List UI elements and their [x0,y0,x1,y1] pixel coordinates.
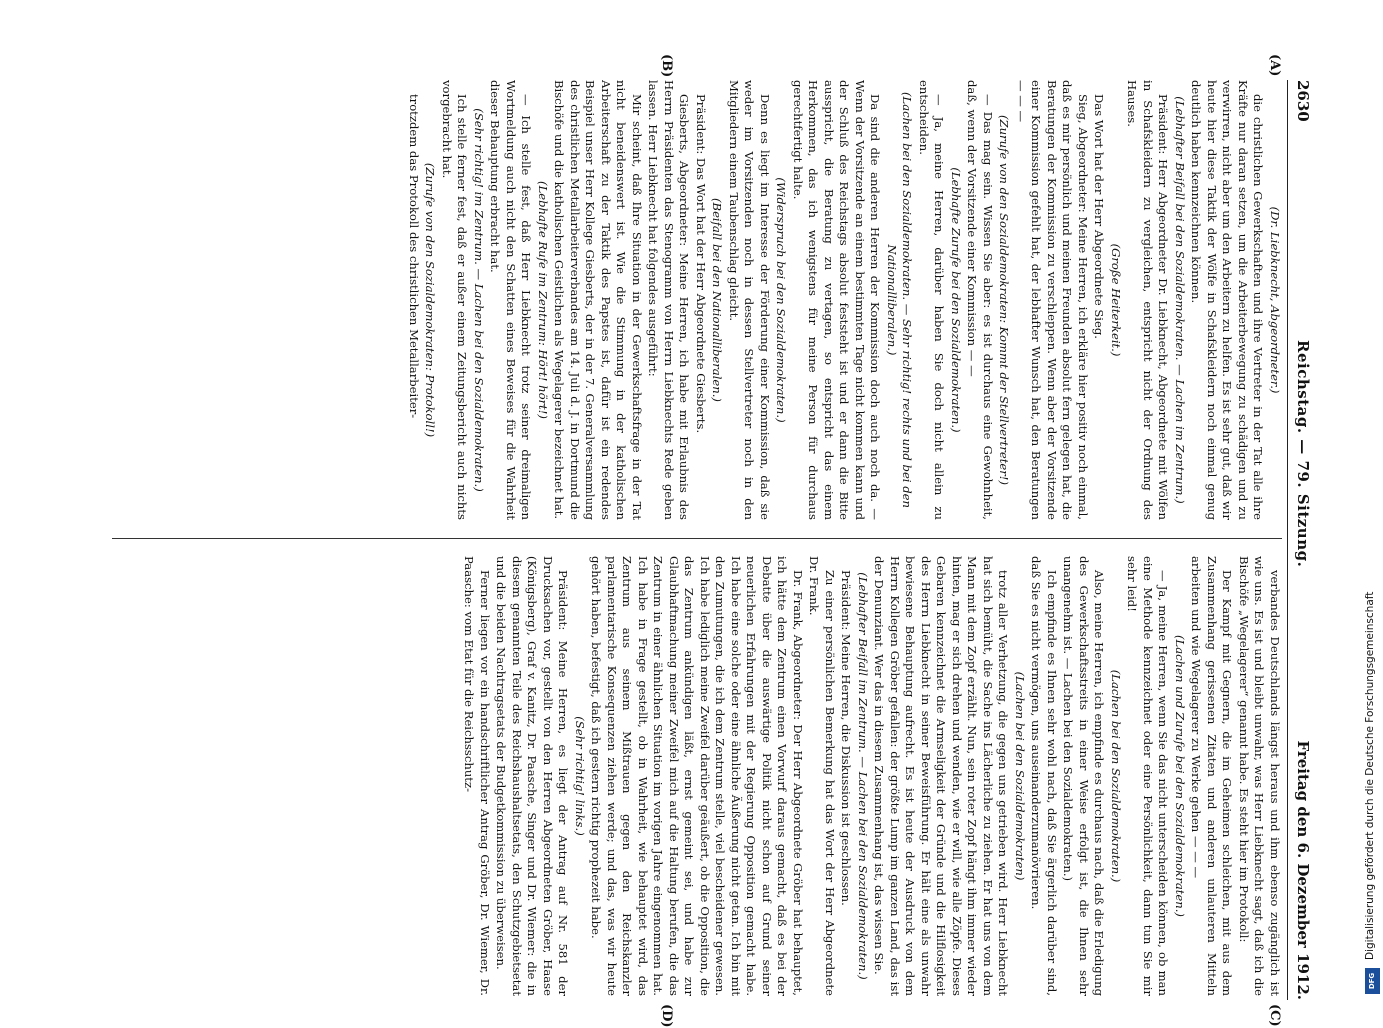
paragraph: Der Kampf mit Gegnern, die im Geheimen schleichen, mit aus dem Zusammenhang gerissenen Zitaten und anderen unlauteren Mitteln arbeiten und wie Wegelagerer zu Werke gehen — — — [1189,556,1235,996]
paragraph: (Lachen bei den Sozialdemokraten.) [1109,669,1123,883]
paragraph: Ferner liegen vor ein handschriftlicher Antrag Gröber, Dr. Wiemer, Dr. Paasche: vom Etat für die Reichsschutz- [462,556,492,996]
paragraph: Ich empfinde es Ihnen sehr wohl nach, daß Sie ärgerlich darüber sind, daß Sie es nicht vermögen, uns auseinanderzumanövrieren. [1029,556,1059,996]
paragraph: (Dr. Liebknecht, Abgeordneter.) [1268,206,1282,394]
paragraph: (Sehr richtig! links.) [573,716,587,836]
margin-mark-b: (B) [659,54,674,78]
paragraph: (Lachen und Zurufe bei den Sozialdemokraten.) [1173,635,1187,917]
paragraph: (Lebhafter Beifall bei den Sozialdemokraten. — Lachen im Zentrum.) [1173,96,1187,504]
paragraph: (Zurufe von den Sozialdemokraten: Protokoll!) [423,162,438,438]
margin-mark-a: (A) [1267,54,1282,77]
paragraph: — Das mag sein. Wissen Sie aber: es ist durchaus eine Gewohnheit, daß, wenn der Vorsitzende einer Kommission — — [965,80,995,520]
dfg-logo: DFG [1365,968,1380,994]
page-header [1290,80,1314,1000]
paragraph: Ich stelle ferner fest, daß er außer einem Zeitungsbericht auch nichts vorgebracht hat. [440,80,470,520]
paragraph: Dr. Frank, Abgeordneter: Der Herr Abgeordnete Gröber hat behauptet, ich hätte dem Zentrum einen Vorwurf daraus gemacht, daß es bei der Debatte über die auswärtige Politik nicht schon auf Grund seiner neuerlichen Erfahrungen mit der Regierung Opposition gemacht habe. Ich habe eine solche oder eine ähnliche Äußerung nicht getan. Ich bin mit den Zumutungen, die ich dem Zentrum stelle, viel bescheidener gewesen. Ich habe lediglich meine Zweifel darüber geäußert, ob die Opposition, die das Zentrum ankündigen läßt, ernst gemeint sei, und habe zur Glaubhaftmachung meiner Zweifel mich auf die Haltung berufen, die das Zentrum in einer ähnlichen Situation im vorigen Jahre eingenommen hat. Ich habe in Frage gestellt, ob in Wahrheit, wie behauptet wird, das Zentrum aus seinem Mißtrauen gegen den Reichskanzler parlamentarische Konsequenzen ziehen werde; und das, was wir heute gehört haben, befestigt, daß ich gestern richtig prophezeit habe. [589,556,805,996]
paragraph: die christlichen Gewerkschaften und ihre Vertreter in der Tat alle ihre Kräfte nur daran setzen, um die Arbeiterbewegung zu schädigen und zu verwirren, nicht aber um den Arbeitern zu helfen. Es ist sehr gut, daß wir heute hier diese Taktik der Wölfe in Schafskleidern noch einmal genug deutlich haben kennzeichnen können. [1189,80,1266,520]
paragraph: — Ja, meine Herren, wenn Sie das nicht unterscheiden können, ob man eine Methode kennzeichnet oder eine Persönlichkeit, dann tun Sie mir sehr leid! [1125,556,1171,996]
paragraph: Präsident: Meine Herren, es liegt der Antrag auf Nr. 581 der Drucksachen vor, gestellt von den Herren Abgeordneten Gröber, Haase (Königsberg), Graf v. Kanitz, Dr. Paasche, Singer und Dr. Wiemer: die in diesem genannten Teile des Reichshaushaltsetats, den Schutzgebietsetat und die beiden Nachtragsetats der Budgetkommission zu überweisen. [494,556,571,996]
margin-mark-d: (D) [659,1004,674,1028]
session-title: Reichstag. — 79. Sitzung. [1294,340,1312,568]
paragraph: Da sind die anderen Herren der Kommission doch auch noch da. — Wenn der Vorsitzende an einem bestimmten Tage nicht kommen kann und der Schluß des Reichstags absolut feststeht ist und er dann die Bitte ausspricht, die Beratung zu vertagen, so entspricht das einem Herkommen, das ich wenigstens für meine Person für durchaus gerechtfertigt halte. [791,80,883,520]
paragraph: Also, meine Herren, ich empfinde es durchaus nach, daß die Erledigung des Gewerkschaftsstreits in einer Weise erfolgt ist, die Ihnen sehr unangenehm ist. — Lachen bei den Sozialdemokraten.) [1061,556,1107,996]
paragraph: (Zurufe von den Sozialdemokraten: Kommt der Stellvertreter!) [997,115,1012,485]
paragraph: (Lebhafte Zurufe bei den Sozialdemokraten.) [949,167,963,433]
paragraph: Präsident: Herr Abgeordneter Dr. Liebknecht, Abgeordnete mit Wölfen in Schafskleidern zu vergleichen, entspricht nicht der Ordnung des Hauses. [1125,80,1171,520]
paragraph: Zu einer persönlichen Bemerkung hat das Wort der Herr Abgeordnete Dr. Frank. [807,556,837,996]
paragraph: (Lachen bei den Sozialdemokraten) [1013,671,1027,881]
paragraph: verbandes Deutschlands längst heraus und ihm ebenso zugänglich ist wie uns. Es ist und bleibt unwahr, was Herr Liebknecht sagt, daß ich die Bischöfe „Wegelagerer“ genannt habe. Es steht hier im Protokoll: [1237,556,1282,996]
paragraph: Präsident: Das Wort hat der Herr Abgeordnete Giesberts. [694,94,708,434]
column-divider [112,538,1282,539]
paragraph: trotzdem das Protokoll des christlichen Metallarbeiter- [407,94,421,419]
paragraph: Giesberts, Abgeordneter: Meine Herren, ich habe mit Erlaubnis des Herrn Präsidenten das Stenogramm von Herrn Liebknechts Rede geben lassen. Herr Liebknecht hat folgendes ausgeführt: [646,80,692,520]
paragraph: (Sehr richtig! im Zentrum. — Lachen bei den Sozialdemokraten.) [472,108,486,492]
margin-mark-c: (C) [1267,1004,1282,1027]
paragraph: — Ja, meine Herren, darüber haben Sie doch nicht allein zu entscheiden. [917,80,947,520]
header-rule [1287,80,1288,1000]
left-column [82,80,1282,520]
digitization-credit: Digitalisierung gefördert durch die Deutsche Forschungsgemeinschaft [1364,591,1376,960]
paragraph: (Lebhafter Beifall im Zentrum. — Lachen bei den Sozialdemokraten.) [856,572,870,980]
paragraph: Denn es liegt im Interesse der Förderung einer Kommission, daß sie weder im Vorsitzenden noch in dessen Stellvertreter noch in den Mitgliedern einem Taubenschlag gleicht. [727,80,772,520]
paragraph: (Lebhafte Rufe im Zentrum: Hört! hört!) [536,181,550,419]
paragraph: (Beifall bei den Nationalliberalen.) [710,198,725,402]
paragraph: Präsident: Meine Herren, die Diskussion ist geschlossen. [839,570,854,906]
rotated-page-content [74,54,1314,1028]
session-date: Freitag den 6. Dezember 1912. [1294,740,1312,1000]
paragraph: Das Wort hat der Herr Abgeordnete Sieg. [1092,94,1107,339]
page-number: 2630 [1294,80,1312,122]
paragraph: Sieg, Abgeordneter: Meine Herren, ich erkläre hier positiv noch einmal, daß es mir persönlich und meinen Freunden absolut fern gelegen hat, die Beratungen der Kommission zu verschleppen. Wenn aber der Vorsitzende einer Kommission gefehlt hat, der lebhafter Wunsch hat, den Beratungen — — — [1014,80,1090,520]
paragraph: — Ich stelle fest, daß Herr Liebknecht trotz seiner dreimaligen Wortmeldung auch nicht den Schatten eines Beweises für die Wahrheit dieser Behauptung erbracht hat. [488,80,534,520]
paragraph: (Große Heiterkeit.) [1109,243,1123,357]
paragraph: (Widerspruch bei den Sozialdemokraten.) [774,177,789,423]
paragraph: Mir scheint, daß Ihre Situation in der Gewerkschaftsfrage in der Tat nicht beneidenswert ist. Wie die Stimmung in der katholischen Arbeiterschaft zu der Taktik des Papstes ist, dafür ist ein redendes Beispiel unser Herr Kollege Giesberts, der in der 7. Generalversammlung des christlichen Metallarbeiterverbandes am 14. Juli d. J. in Dortmund die Bischöfe und die katholischen Geistlichen als Wegelagerer bezeichnet hat. [552,80,644,520]
paragraph: trotz aller Verhetzung, die gegen uns getrieben wird. Herr Liebknecht hat sich bemüht, die Sache ins Lächerliche zu ziehen. Er hat uns von dem Mann mit dem Zopf erzählt. Nun, sein roter Zopf hängt ihm immer wieder hinten, mag er sich drehen und wenden, wie er will, wie alle Zöpfe. Dieses Gebaren kennzeichnet die Armseligkeit der Gründe und die Hilflosigkeit des Herrn Liebknecht in seiner Beweisführung. Er hält eine als unwahr bewiesene Behauptung aufrecht. Es ist heute der Ausdruck von dem Herrn Kollegen Gröber gefallen: der größte Lump im ganzen Land, das ist der Denunziant. Wer das in diesem Zusammenhang ist, das wissen Sie. [872,556,1011,996]
right-column [82,556,1282,996]
paragraph: (Lachen bei den Sozialdemokraten. — Sehr richtig! rechts und bei den Nationalliberalen.) [885,92,915,508]
